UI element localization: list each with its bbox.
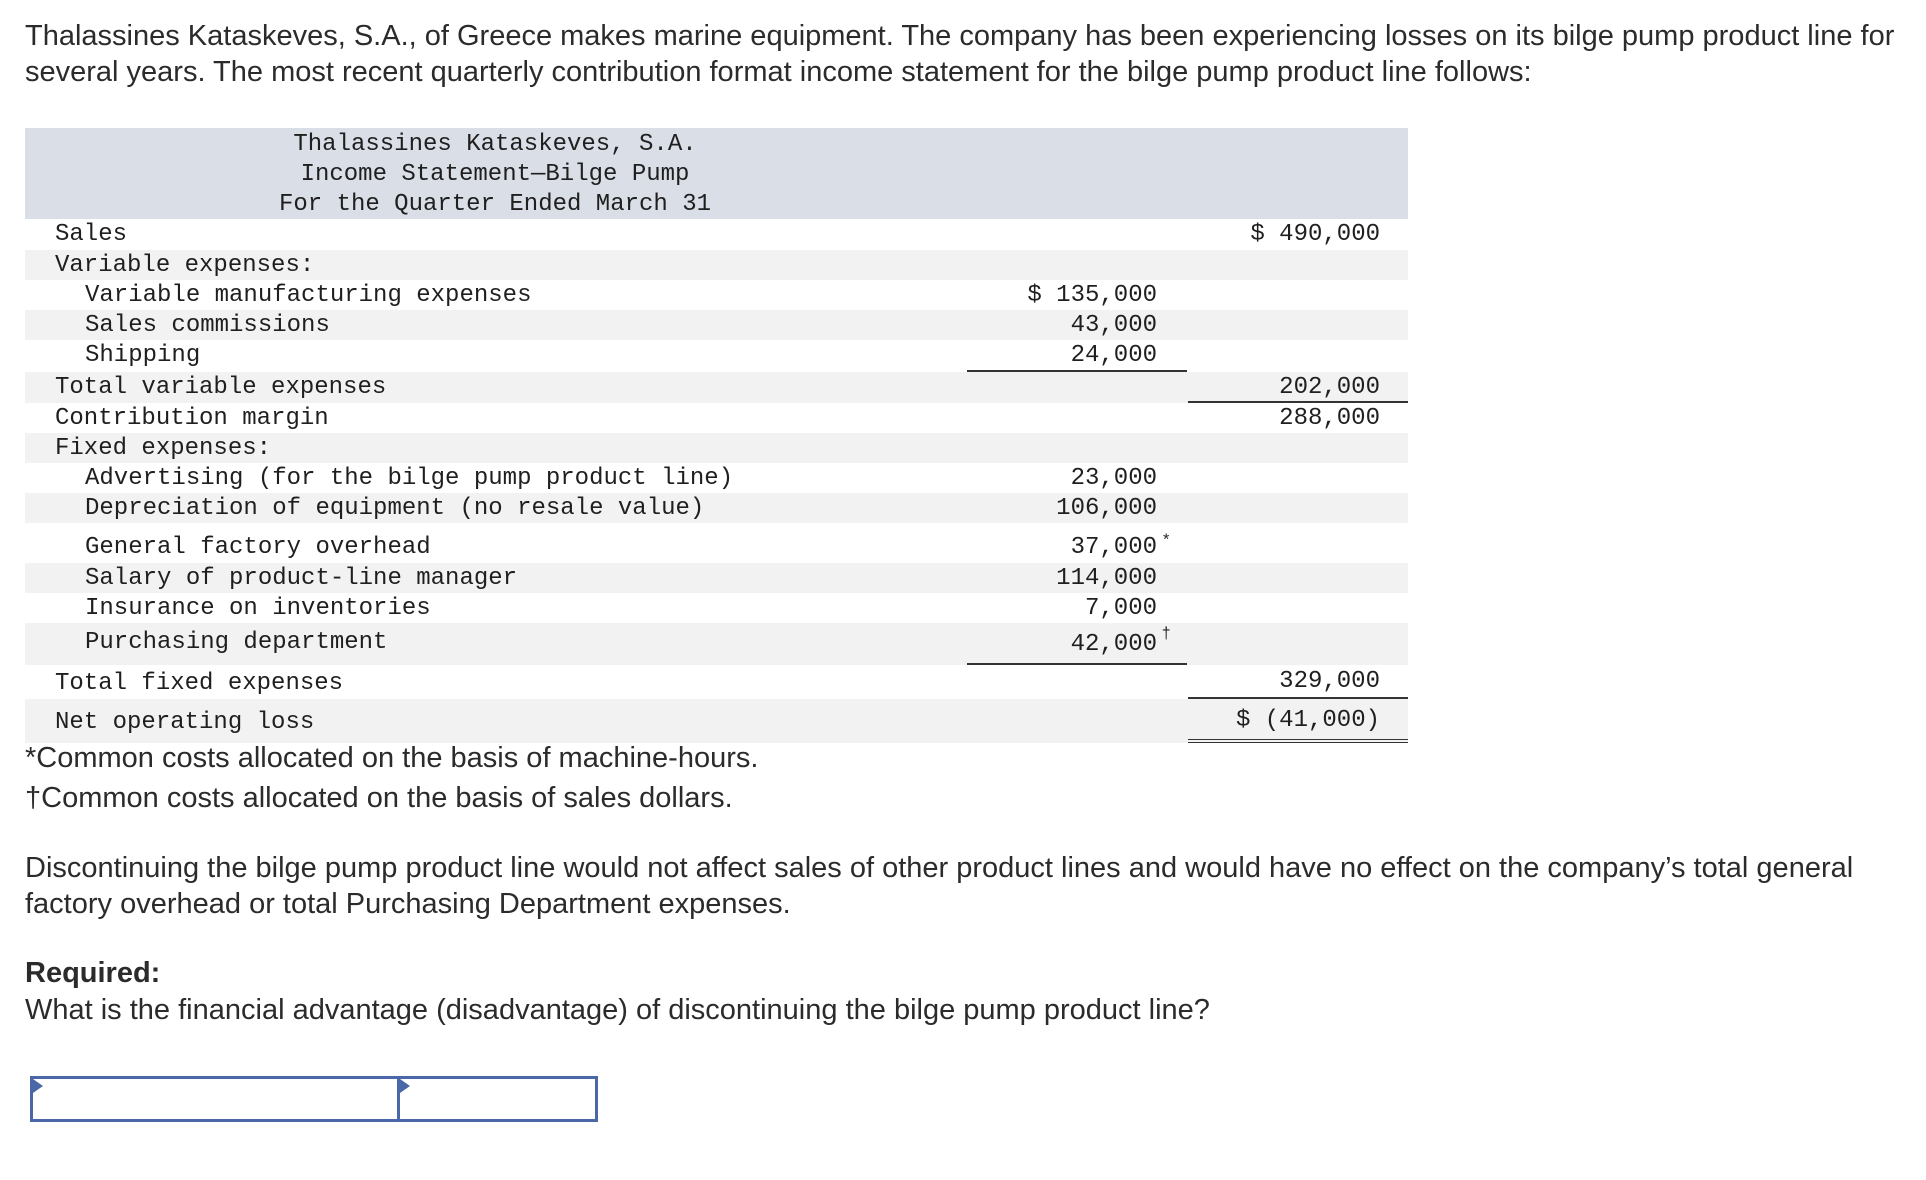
row-label: Insurance on inventories [85,595,431,622]
table-row [25,665,1408,699]
footnote-marker: * [1161,532,1171,550]
row-amount: 7,000 [1084,595,1157,622]
answer-amount-cell[interactable] [400,1079,595,1119]
row-total: $ (41,000) [1235,707,1380,734]
row-amount: 24,000 [1070,342,1157,369]
table-row [25,563,1408,593]
table-row [25,699,1408,743]
row-label: Total fixed expenses [55,670,344,697]
row-total: 288,000 [1279,405,1380,432]
answer-amount-input[interactable] [400,1079,595,1119]
row-label: Variable expenses: [55,252,315,279]
row-label: Total variable expenses [55,374,387,401]
row-total: $ 490,000 [1250,221,1380,248]
table-row [25,623,1408,665]
footnote-sales-dollars: †Common costs allocated on the basis of sales dollars. [25,782,733,814]
table-row [25,250,1408,280]
row-label: General factory overhead [85,534,431,561]
row-total: 329,000 [1279,668,1380,695]
row-amount: 106,000 [1056,495,1157,522]
table-row [25,523,1408,563]
row-total: 202,000 [1279,374,1380,401]
intro-paragraph: Thalassines Kataskeves, S.A., of Greece makes marine equipment. The company has been experiencing losses on its bilge pump product line for several years. The most recent quarterly contribution format income statement for the bilge pump product line follows: [25,20,1895,88]
row-amount: 23,000 [1070,465,1157,492]
row-amount: 114,000 [1056,565,1157,592]
table-row [25,340,1408,372]
dropdown-indicator-icon [33,1079,43,1093]
table-header [25,128,965,220]
row-label: Purchasing department [85,629,388,656]
row-amount: $ 135,000 [1027,282,1157,309]
row-label: Shipping [85,342,201,369]
table-row [25,463,1408,493]
table-row [25,372,1408,403]
income-statement-table [25,128,1408,743]
answer-row [30,1076,598,1122]
table-row [25,493,1408,523]
required-label: Required: [25,957,161,989]
row-amount: 37,000 * [1070,532,1171,561]
statement-period: For the Quarter Ended March 31 [278,191,712,218]
footnote-marker: † [1161,625,1171,643]
answer-label-cell[interactable] [33,1079,400,1119]
row-label: Variable manufacturing expenses [85,282,532,309]
row-label: Depreciation of equipment (no resale value) [85,495,705,522]
dropdown-indicator-icon [400,1079,410,1093]
table-row [25,219,1408,250]
row-label: Sales [55,221,128,248]
row-label: Contribution margin [55,405,329,432]
answer-label-input[interactable] [33,1079,397,1119]
table-row [25,433,1408,463]
row-label: Sales commissions [85,312,330,339]
row-label: Advertising (for the bilge pump product line) [85,465,734,492]
footnote-machine-hours: *Common costs allocated on the basis of machine-hours. [25,742,759,774]
context-paragraph: Discontinuing the bilge pump product line would not affect sales of other product lines and would have no effect on the company’s total general factory overhead or total Purchasing Department expenses. [25,852,1854,920]
double-underline [1188,739,1408,743]
row-amount: 43,000 [1070,312,1157,339]
table-row [25,280,1408,310]
row-label: Net operating loss [55,709,315,736]
question-text: What is the financial advantage (disadvantage) of discontinuing the bilge pump product line? [25,994,1210,1026]
statement-title: Income Statement—Bilge Pump [300,161,690,188]
table-row [25,310,1408,340]
row-label: Salary of product-line manager [85,565,518,592]
table-row [25,593,1408,623]
table-row [25,403,1408,433]
company-name: Thalassines Kataskeves, S.A. [293,131,697,158]
row-amount: 42,000 † [1070,625,1171,658]
row-label: Fixed expenses: [55,435,272,462]
